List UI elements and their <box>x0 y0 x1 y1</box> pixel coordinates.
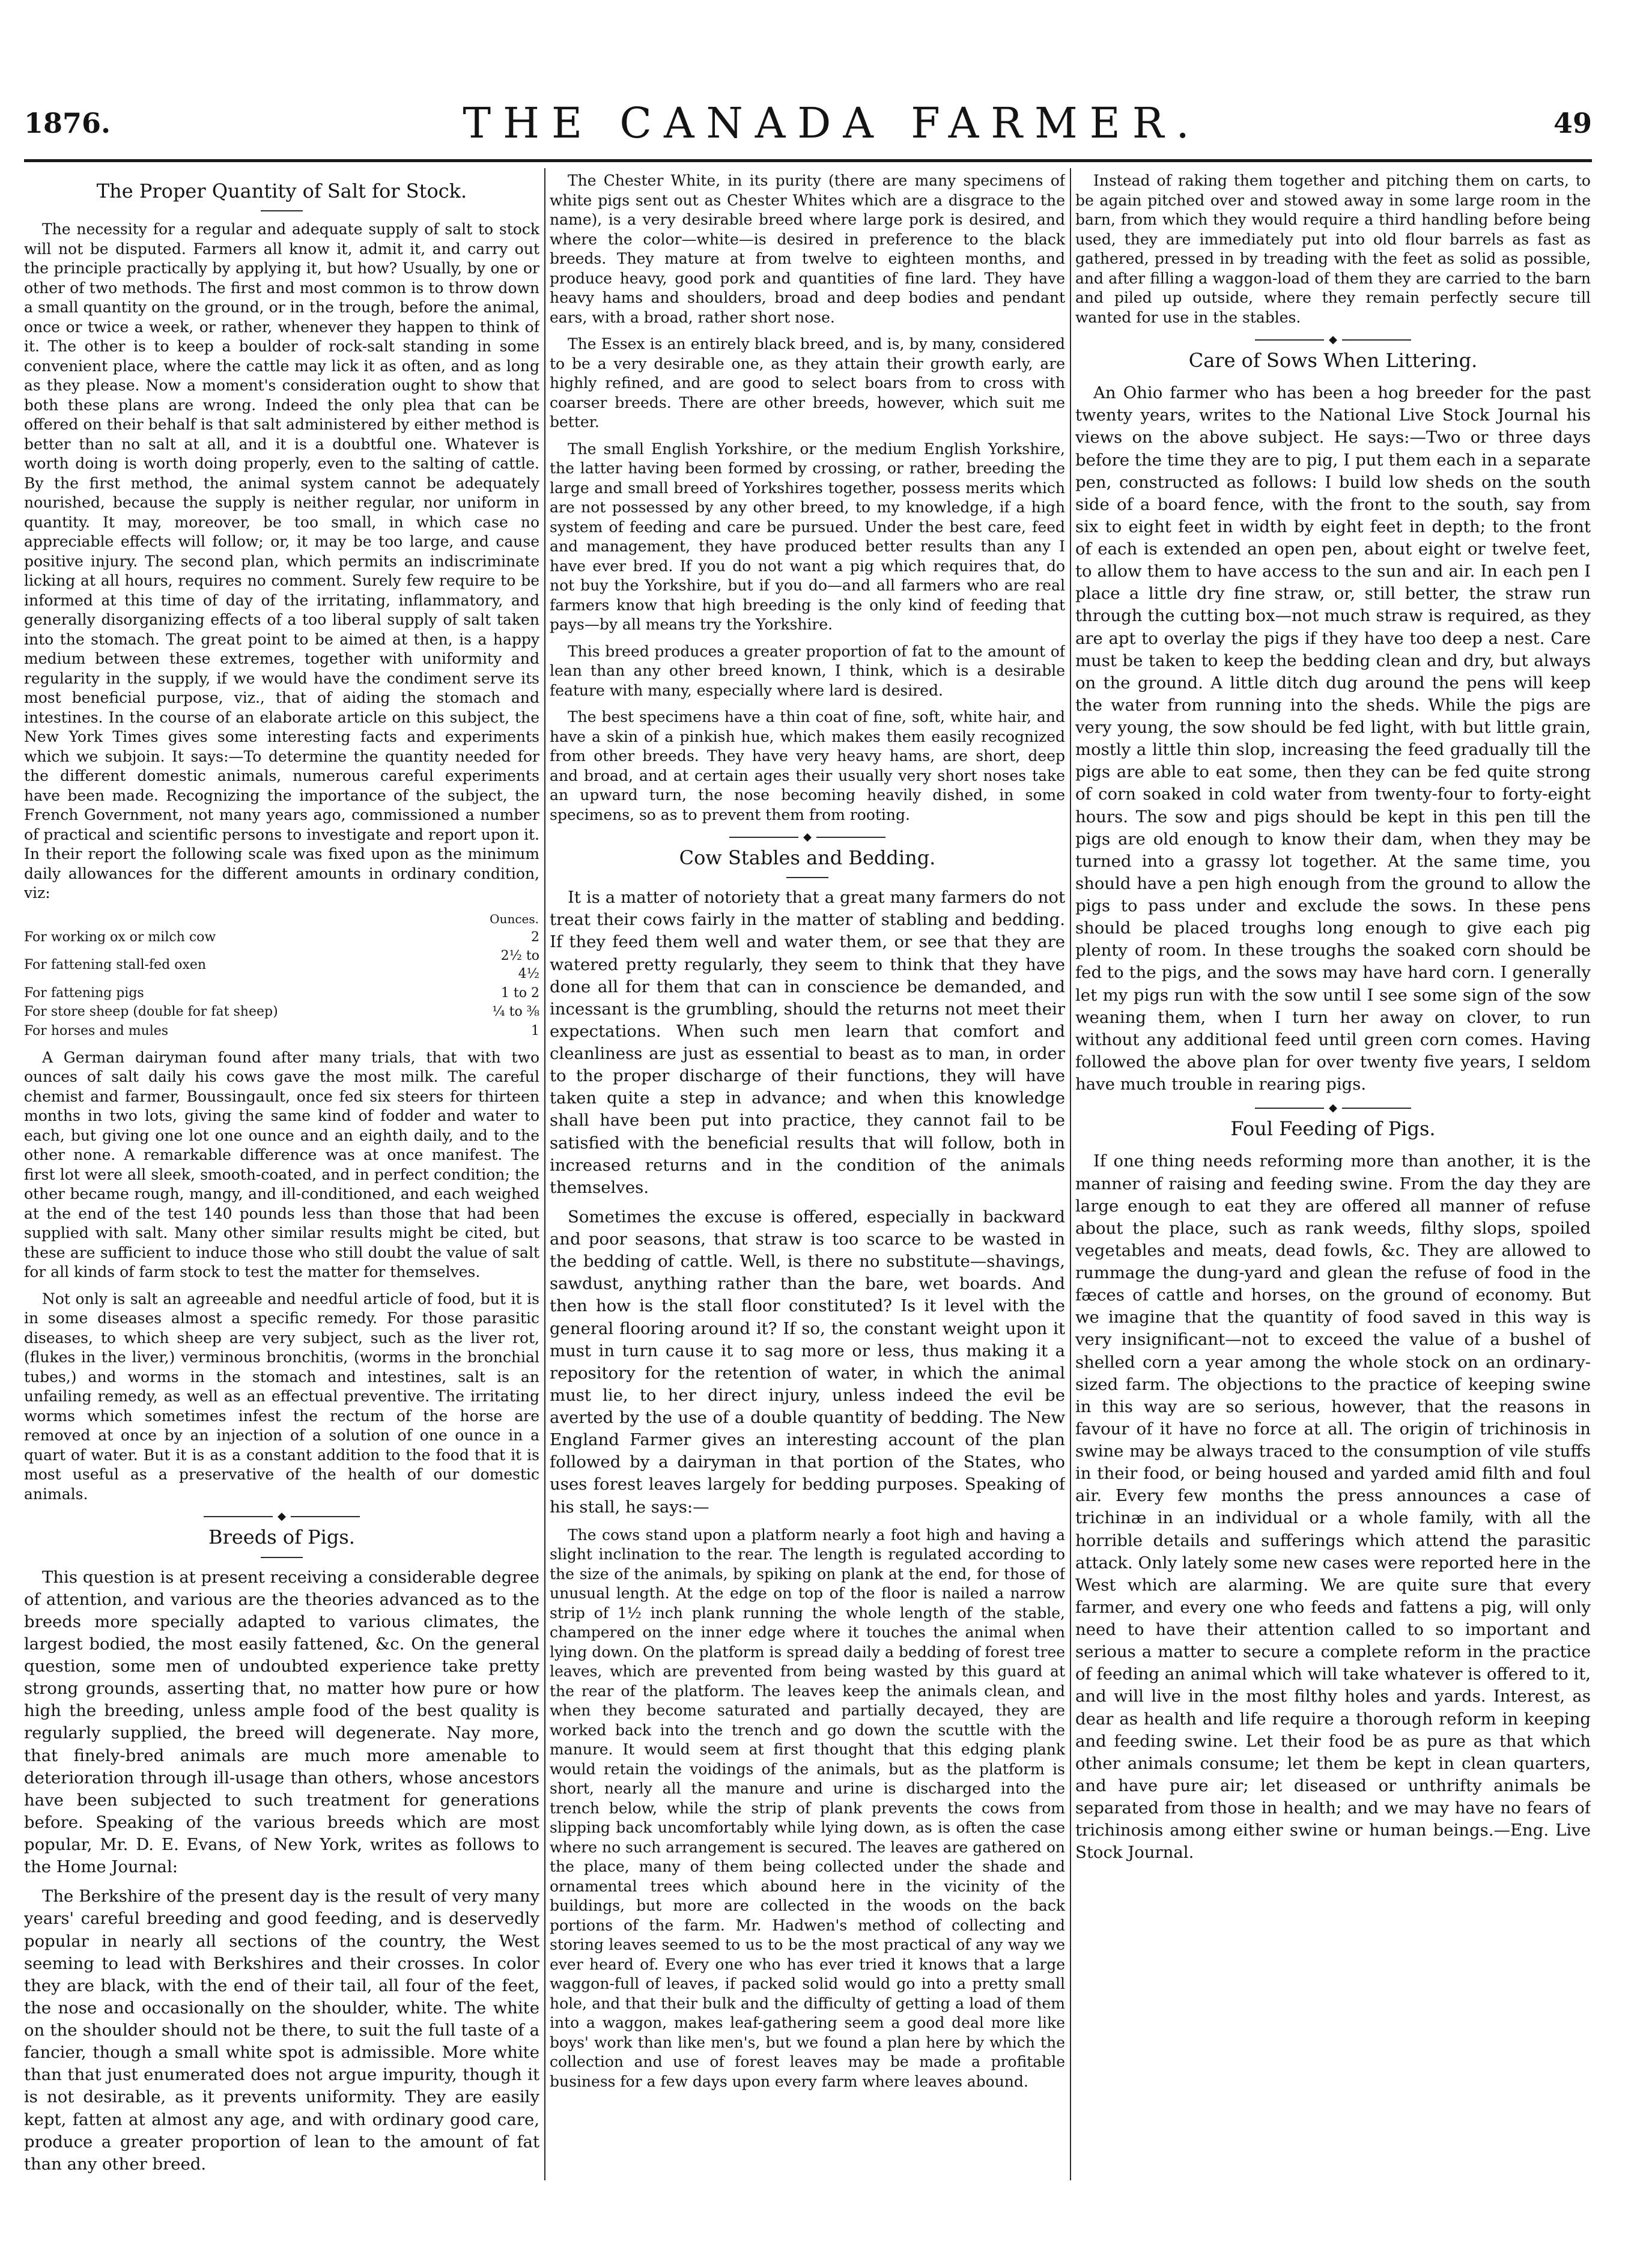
title-rule <box>786 877 828 878</box>
column-3 <box>1075 171 1591 2177</box>
article-paragraph: If one thing needs reforming more than another, it is the manner of raising and feeding swine. From the day they are large enough to eat they are offered all manner of refuse about the place, such as rank weeds, filthy slops, spoiled vegetables and meats, dead fowls, &c. They are allowed to rummage the dung-yard and glean the refuse of food in the fæces of cattle and horses, on the ground of economy. But we imagine that the quantity of food saved in this way is very insignificant—not to exceed the value of a bushel of shelled corn a year among the whole stock on an ordinary-sized farm. The objections to the practice of keeping swine in this way are so serious, however, that the reasons in favour of it have no force at all. The origin of trichinosis in swine may be always traced to the consumption of vile stuffs in their food, or being housed and yarded amid filth and foul air. Every few months the press announces a case of trichinæ in an individual or a whole family, with all the horrible details and sufferings which attend the parasitic attack. Only lately some new cases were reported here in the West which are alarming. We are quite sure that every farmer, and every one who feeds and fattens a pig, will only need to have their attention called to so important and serious a matter to secure a complete reform in the practice of feeding an animal which will take whatever is offered to it, and will live in the most filthy holes and yards. Interest, as dear as health and life require a thorough reform in keeping and feeding swine. Let their food be as pure as that which other animals consume; let them be kept in clean quarters, and have pure air; let diseased or unthrifty animals be separated from those in health; and we may have no fears of trichinosis among either swine or human beings.—Eng. Live Stock Journal. <box>1075 1151 1591 1863</box>
masthead <box>24 90 1592 156</box>
column-2 <box>550 171 1065 2177</box>
article-paragraph: This breed produces a greater proportion of fat to the amount of lean than any other breed known, I think, which is a desirable feature with many, especially where lard is desired. <box>550 642 1065 699</box>
table-row: For store sheep (double for fat sheep) ¼ to ⅜ <box>24 1004 539 1020</box>
article-title-pigs: Breeds of Pigs. <box>208 1526 355 1549</box>
salt-allowance-table <box>24 911 539 1041</box>
article-paragraph: Not only is salt an agreeable and needful article of food, but it is in some diseases almost a specific remedy. For those parasitic diseases, to which sheep are very subject, such as the liver rot, (flukes in the liver,) verminous bronchitis, (worms in the bronchial tubes,) and worms in the stomach and intestines, salt is an unfailing remedy, as well as an effectual preventive. The irritating worms which sometimes infest the rectum of the horse are removed at once by an injection of a solution of one ounce in a quart of water. But it is as a constant addition to the food that it is most useful as a preservative of the health of our domestic animals. <box>24 1290 539 1503</box>
article-paragraph: The necessity for a regular and adequate supply of salt to stock will not be disputed. Farmers all know it, admit it, and carry out the principle practically by applying it, but how? Usually, by one or other of two methods. The first and most common is to throw down a small quantity on the ground, or in the trough, before the animal, once or twice a week, or rather, whenever they happen to think of it. The other is to keep a boulder of rock-salt standing in some convenient place, where the cattle may lick it as often, and as long as they please. Now a moment's consideration ought to show that both these plans are wrong. Indeed the only plea that can be offered on their behalf is that salt administered by either method is better than no salt at all, and it is a doubtful one. Whatever is worth doing is worth doing properly, even to the salting of cattle. By the first method, the animal system cannot be adequately nourished, because the supply is neither regular, nor uniform in quantity. It may, moreover, be too small, in which case no appreciable effects will follow; or, it may be too large, and cause positive injury. The second plan, which permits an indiscriminate licking at all hours, requires no comment. Surely few require to be informed at this time of day of the irritating, inflammatory, and generally disorganizing effects of a too liberal supply of salt taken into the stomach. The great point to be aimed at then, is a happy medium between these extremes, together with uniformity and regularity in the supply, if we would have the condiment serve its most beneficial purpose, viz., that of aiding the stomach and intestines. In the course of an elaborate article on this subject, the New York Times gives some interesting facts and experiments which we subjoin. It says:—To determine the quantity needed for the different domestic animals, numerous careful experiments have been made. Recognizing the importance of the subject, the French Government, not many years ago, commissioned a number of practical and scientific persons to investigate and report upon it. In their report the following scale was fixed upon as the minimum daily allowances for the different amounts in ordinary condition, viz: <box>24 220 539 902</box>
article-paragraph: The cows stand upon a platform nearly a foot high and having a slight inclination to the rear. The length is regulated according to the size of the animals, by spiking on plank at the end, for those of unusual length. At the edge on top of the floor is nailed a narrow strip of 1½ inch plank running the whole length of the stable, champered on the inner edge where it touches the animal when lying down. On the platform is spread daily a bedding of forest tree leaves, which are prevented from being wasted by this guard at the rear of the platform. The leaves keep the animals clean, and when they become saturated and partially decayed, they are worked back into the trench and go down the scuttle with the manure. It would seem at first thought that this edging plank would retain the voidings of the animals, but as the platform is short, nearly all the manure and urine is discharged into the trench below, while the strip of plank prevents the cows from slipping back uncomfortably while lying down, as is often the case where no such arrangement is secured. The leaves are gathered on the place, many of them being collected under the shade and ornamental trees which abound here in the vicinity of the buildings, but more are collected in the woods on the back portions of the farm. Mr. Hadwen's method of collecting and storing leaves seemed to us to be the most practical of any way we ever heard of. Every one who has ever tried it knows that a large waggon-full of leaves, if packed solid would go into a pretty small hole, and that their bulk and the difficulty of getting a load of them into a waggon, makes leaf-gathering seem a good deal more like boys' work than like men's, but we found a plan here by which the collection and use of forest leaves may be made a profitable business for a few days upon every farm where leaves abound. <box>550 1526 1065 2090</box>
article-paragraph: The Berkshire of the present day is the result of very many years' careful breeding and good feeding, and is deservedly popular in nearly all sections of the country, the West seeming to lead with Berkshires and their crosses. In color they are black, with the end of their tail, all four of the feet, the nose and occasionally on the shoulder, white. The white on the shoulder should not be there, to suit the full taste of a fancier, though a small white spot is admissible. More white than that just enumerated does not argue impurity, though it is not desirable, as it prevents uniformity. They are easily kept, fatten at almost any age, and with ordinary good care, produce a greater proportion of lean to the amount of fat than any other breed. <box>24 1887 539 2174</box>
section-divider: ◆ <box>204 1516 360 1517</box>
article-title-salt: The Proper Quantity of Salt for Stock. <box>96 180 467 202</box>
article-paragraph: This question is at present receiving a considerable degree of attention, and various are the theories advanced as to the breeds more specially adapted to various climates, the largest bodied, the most easily fattened, &c. On the general question, some men of undoubted experience take pretty strong grounds, asserting that, no matter how pure or how high the breeding, unless ample food of the best quality is regularly supplied, the breed will degenerate. Nay more, that finely-bred animals are much more amenable to deterioration through ill-usage than others, whose ancestors have been subjected to such treatment for generations before. Speaking of the various breeds which are most popular, Mr. D. E. Evans, of New York, writes as follows to the Home Journal: <box>24 1567 539 1877</box>
article-paragraph: Sometimes the excuse is offered, especially in backward and poor seasons, that straw is too scarce to be wasted in the bedding of cattle. Well, is there no substitute—shavings, sawdust, anything rather than the bare, wet boards. And then how is the stall floor constituted? Is it level with the general flooring around it? If so, the constant weight upon it must in turn cause it to sag more or less, thus making it a repository for the retention of water, in which the animal must lie, to her direct injury, unless indeed the evil be averted by the use of a double quantity of bedding. The New England Farmer gives an interesting account of the plan followed by a dairyman in that portion of the States, who uses forest leaves largely for bedding purposes. Speaking of his stall, he says:— <box>550 1207 1065 1517</box>
article-paragraph: It is a matter of notoriety that a great many farmers do not treat their cows fairly in the matter of stabling and bedding. If they feed them well and water them, or see that they are watered pretty regularly, they seem to think that they have done all for them that can in conscience be demanded, and incessant is the grumbling, should the returns not meet their expectations. When such men learn that comfort and cleanliness are just as essential to beast as to man, in order to the proper discharge of their functions, they will have taken quite a step in advance; and when this knowledge shall have been put into practice, they cannot fail to be satisfied with the beneficial results that will follow, both in increased returns and in the condition of the animals themselves. <box>550 888 1065 1197</box>
newspaper-title: THE CANADA FARMER. <box>463 99 1201 148</box>
column-1 <box>24 171 539 2177</box>
table-unit-header: Ounces. <box>490 911 539 926</box>
section-divider: ◆ <box>1255 1108 1411 1109</box>
page-number: 49 <box>1553 107 1592 139</box>
section-divider: ◆ <box>729 837 885 838</box>
article-paragraph: An Ohio farmer who has been a hog breeder for the past twenty years, writes to the National Live Stock Journal his views on the above subject. He says:—Two or three days before the time they are to pig, I put them each in a separate pen, constructed as follows: I build low sheds on the south side of a board fence, with the front to the south, say from six to eight feet in width by eight feet in depth; to the front of each is extended an open pen, about eight or twelve feet, to allow them to have access to the sun and air. In each pen I place a little dry fine straw, or, still better, the straw run through the cutting box—not much straw is required, as they are apt to overlay the pigs if they have too deep a nest. Care must be taken to keep the bedding clean and dry, but always on the ground. A little ditch dug around the pens will keep the water from running into the sheds. While the pigs are very young, the sow should be fed light, with but little grain, mostly a little thin slop, increasing the feed gradually till the pigs are able to eat some, then they can be fed quite strong of corn soaked in cold water from twenty-four to forty-eight hours. The sow and pigs should be kept in this pen till the pigs are old enough to know their dam, when they may be turned into a grassy lot together. At the same time, you should have a pen high enough from the ground to allow the pigs to pass under and exclude the sows. In these pens should be placed troughs long enough to give each pig plenty of room. In these troughs the soaked corn should be fed to the pigs, and the sows may have hard corn. I generally let my pigs run with the sow until I see some sign of the sow weaning them, when I turn her away on clover, to run without any additional feed until green corn comes. Having followed the above plan for over twenty five years, I seldom have much trouble in rearing pigs. <box>1075 383 1591 1094</box>
table-row: For fattening stall-fed oxen 2½ to 4½ <box>24 948 539 982</box>
column-rule <box>1070 168 1071 2180</box>
article-title-sows: Care of Sows When Littering. <box>1188 349 1478 372</box>
issue-year: 1876. <box>24 107 111 139</box>
article-paragraph: The Chester White, in its purity (there are many specimens of white pigs sent out as Chester Whites which are a disgrace to the name), is a very desirable breed where large pork is desired, and where the color—white—is desired in preference to the black breeds. They mature at from twelve to eighteen months, and produce heavy, good pork and quantities of fine lard. They have heavy hams and shoulders, broad and deep bodies and pendant ears, with a broad, rather short nose. <box>550 172 1065 326</box>
article-paragraph: The small English Yorkshire, or the medium English Yorkshire, the latter having been formed by crossing, or rather, breeding the large and small breed of Yorkshires together, possess merits which are not possessed by any other breed, to my knowledge, if a high system of feeding and care be pursued. Under the best care, feed and management, they have produced better results than any I have ever bred. If you do not want a pig which requires that, do not buy the Yorkshire, but if you do—and all farmers who are real farmers know that high breeding is the only kind of feeding that pays—by all means try the Yorkshire. <box>550 440 1065 633</box>
article-paragraph: The best specimens have a thin coat of fine, soft, white hair, and have a skin of a pinkish hue, which makes them easily recognized from other breeds. They have very heavy hams, are short, deep and broad, and at certain ages their usually very short noses take an upward turn, the nose becoming heavily dished, in some specimens, so as to prevent them from rooting. <box>550 708 1065 823</box>
title-rule <box>261 210 303 211</box>
masthead-rule <box>24 159 1592 162</box>
title-rule <box>261 1557 303 1558</box>
article-paragraph: A German dairyman found after many trials, that with two ounces of salt daily his cows gave the most milk. The careful chemist and farmer, Boussingault, once fed six steers for thirteen months in two lots, giving the same kind of fodder and water to each, but giving one lot one ounce and an eighth daily, and to the other none. A remarkable difference was at once manifest. The first lot were all sleek, smooth-coated, and in perfect condition; the other became rough, mangy, and ill-conditioned, and each weighed at the end of the test 140 pounds less than those that had been supplied with salt. Many other similar results might be cited, but these are sufficient to induce those who still doubt the value of salt for all kinds of farm stock to test the matter for themselves. <box>24 1048 539 1281</box>
article-paragraph: Instead of raking them together and pitching them on carts, to be again pitched over and stowed away in some large room in the barn, from which they would require a third handling before being used, they are immediately put into old flour barrels as fast as gathered, pressed in by treading with the feet as solid as possible, and after filling a waggon-load of them they are carried to the barn and piled up outside, where they remain perfectly secure till wanted for use in the stables. <box>1075 172 1591 326</box>
column-rule <box>544 168 545 2180</box>
table-row: For working ox or milch cow 2 <box>24 929 539 945</box>
table-row: For horses and mules 1 <box>24 1023 539 1039</box>
article-title-foul-feeding: Foul Feeding of Pigs. <box>1230 1117 1436 1141</box>
article-title-cow-stables: Cow Stables and Bedding. <box>679 846 936 869</box>
section-divider: ◆ <box>1255 339 1411 341</box>
table-row: For fattening pigs 1 to 2 <box>24 985 539 1001</box>
article-paragraph: The Essex is an entirely black breed, and is, by many, considered to be a very desirable one, as they attain their growth early, are highly refined, and are good to select boars from to cross with coarser breeds. There are other breeds, however, which suit me better. <box>550 335 1065 431</box>
